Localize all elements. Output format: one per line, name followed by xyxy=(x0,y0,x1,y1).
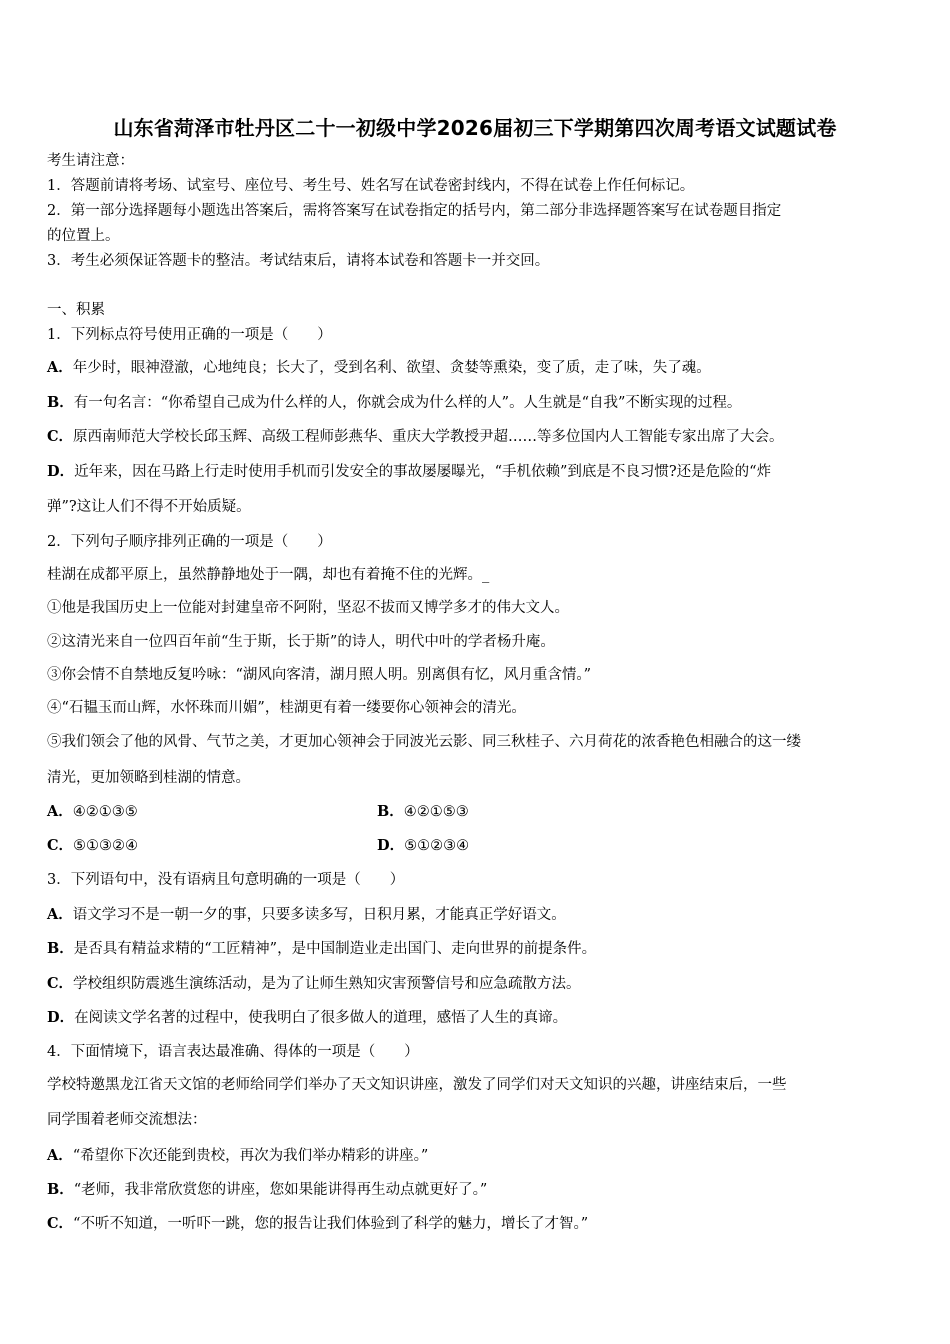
option-text: “希望你下次还能到贵校，再次为我们举办精彩的讲座。” xyxy=(72,1148,429,1164)
option-text: ④②①③⑤ xyxy=(72,804,138,820)
q2-intro: 桂湖在成都平原上，虽然静静地处于一隅，却也有着掩不住的光辉。_ xyxy=(47,567,490,583)
q2-sentence-1: ①他是我国历史上一位能对封建皇帝不阿附，坚忍不拔而又博学多才的伟大文人。 xyxy=(47,600,569,616)
option-text: 有一句名言：“你希望自己成为什么样的人，你就会成为什么样的人”。人生就是“自我”不断实现的过程。 xyxy=(73,395,742,411)
q2-stem: 2．下列句子顺序排列正确的一项是（ ） xyxy=(47,534,332,550)
option-label: A． xyxy=(47,359,73,376)
notice-item-1: 1．答题前请将考场、试室号、座位号、考生号、姓名写在试卷密封线内，不得在试卷上作任何标记。 xyxy=(47,178,695,194)
section-heading: 一、积累 xyxy=(47,302,105,318)
q3-option-c xyxy=(47,974,581,994)
q2-sentence-5-cont: 清光，更加领略到桂湖的情意。 xyxy=(47,770,250,786)
option-label: B． xyxy=(47,394,74,411)
q2-sentence-3: ③你会情不自禁地反复吟咏：“湖风向客清，湖月照人明。别离俱有忆，风月重含情。” xyxy=(47,667,592,683)
option-label: C． xyxy=(47,975,74,992)
q1-option-a xyxy=(47,358,711,378)
page-title: 山东省菏泽市牡丹区二十一初级中学2026届初三下学期第四次周考语文试题试卷 xyxy=(113,116,837,140)
option-text: 原西南师范大学校长邱玉辉、高级工程师彭燕华、重庆大学教授尹超……等多位国内人工智能专家出席了大会。 xyxy=(73,429,784,445)
notice-heading: 考生请注意： xyxy=(47,153,134,169)
notice-item-2: 2．第一部分选择题每小题选出答案后，需将答案写在试卷指定的括号内，第二部分非选择题答案写在试卷题目指定 xyxy=(47,203,782,219)
notice-item-3: 3．考生必须保证答题卡的整洁。考试结束后，请将本试卷和答题卡一并交回。 xyxy=(47,253,550,269)
option-text: 学校组织防震逃生演练活动，是为了让师生熟知灾害预警信号和应急疏散方法。 xyxy=(73,976,581,992)
q4-option-c xyxy=(47,1214,588,1234)
q4-context: 学校特邀黑龙江省天文馆的老师给同学们举办了天文知识讲座，激发了同学们对天文知识的兴趣，讲座结束后，一些 xyxy=(47,1077,787,1093)
option-text: 是否具有精益求精的“工匠精神”，是中国制造业走出国门、走向世界的前提条件。 xyxy=(73,941,597,957)
option-text: 语文学习不是一朝一夕的事，只要多读多写，日积月累，才能真正学好语文。 xyxy=(72,907,566,923)
q3-option-d xyxy=(47,1008,567,1028)
option-label: B． xyxy=(377,803,404,820)
q3-option-b xyxy=(47,939,596,959)
option-label: A． xyxy=(47,1147,73,1164)
q1-option-d-cont: 弹”?这让人们不得不开始质疑。 xyxy=(47,499,251,515)
q1-option-c xyxy=(47,427,784,447)
q1-option-b xyxy=(47,393,741,413)
q2-sentence-2: ②这清光来自一位四百年前“生于斯，长于斯”的诗人，明代中叶的学者杨升庵。 xyxy=(47,634,555,650)
q3-stem: 3．下列语句中，没有语病且句意明确的一项是（ ） xyxy=(47,872,405,888)
option-text: ④②①⑤③ xyxy=(403,804,469,820)
option-label: C． xyxy=(47,1215,74,1232)
q4-context-cont: 同学围着老师交流想法： xyxy=(47,1112,207,1128)
option-label: C． xyxy=(47,837,74,854)
option-text: 在阅读文学名著的过程中，使我明白了很多做人的道理，感悟了人生的真谛。 xyxy=(74,1010,568,1026)
q4-option-b xyxy=(47,1180,487,1200)
q1-option-d xyxy=(47,462,771,482)
option-label: B． xyxy=(47,1181,74,1198)
q4-stem: 4．下面情境下，语言表达最准确、得体的一项是（ ） xyxy=(47,1044,419,1060)
option-label: A． xyxy=(47,906,73,923)
q2-option-a xyxy=(47,804,138,820)
option-text: “不听不知道，一听吓一跳，您的报告让我们体验到了科学的魅力，增长了才智。” xyxy=(73,1216,589,1232)
q2-option-row-1 xyxy=(47,802,138,822)
q2-option-c xyxy=(47,836,138,856)
option-label: D． xyxy=(47,463,75,480)
option-text: 年少时，眼神澄澈，心地纯良；长大了，受到名利、欲望、贪婪等熏染，变了质，走了味，失了魂。 xyxy=(72,360,711,376)
option-label: D． xyxy=(47,1009,75,1026)
option-label: C． xyxy=(47,428,74,445)
notice-item-2-cont: 的位置上。 xyxy=(47,228,120,244)
option-text: ⑤①②③④ xyxy=(404,838,470,854)
q2-sentence-5: ⑤我们领会了他的风骨、气节之美，才更加心领神会于同波光云影、同三秋桂子、六月荷花的浓香艳色相融合的这一缕 xyxy=(47,734,801,750)
option-label: A． xyxy=(47,803,73,820)
option-text: ⑤①③②④ xyxy=(73,838,139,854)
q1-stem: 1．下列标点符号使用正确的一项是（ ） xyxy=(47,327,332,343)
option-label: B． xyxy=(47,940,74,957)
option-text: “老师，我非常欣赏您的讲座，您如果能讲得再生动点就更好了。” xyxy=(73,1182,488,1198)
q4-option-a xyxy=(47,1146,428,1166)
option-label: D． xyxy=(377,837,405,854)
q2-option-d xyxy=(377,836,469,856)
q3-option-a xyxy=(47,905,566,925)
q2-option-b xyxy=(377,802,469,822)
option-text: 近年来，因在马路上行走时使用手机而引发安全的事故屡屡曝光，“手机依赖”到底是不良习惯?还是危险的“炸 xyxy=(74,464,772,480)
q2-sentence-4: ④“石韫玉而山辉，水怀珠而川媚”，桂湖更有着一缕要你心领神会的清光。 xyxy=(47,700,526,716)
